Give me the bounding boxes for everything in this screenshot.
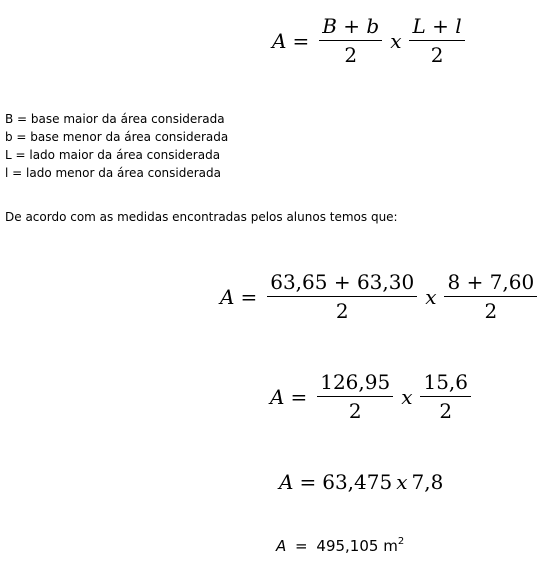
step1-fraction-bases-denominator: 2 (335, 299, 349, 324)
step2-fraction-bases (317, 368, 393, 425)
step1-fraction-sides (444, 268, 537, 325)
step2-fraction-bases-denominator: 2 (348, 399, 362, 424)
variable-definitions (5, 110, 228, 182)
step1-lhs: A (220, 284, 235, 309)
final-result (276, 536, 404, 555)
step2-fraction-bases-numerator: 126,95 (320, 370, 391, 394)
general-area-formula (272, 12, 469, 69)
result-equals: = (295, 537, 308, 555)
formula-fraction-bases-numerator: B + b (322, 14, 380, 38)
calculation-step-2 (270, 368, 475, 425)
step1-fraction-bases-numerator: 63,65 + 63,30 (270, 270, 415, 294)
intro-text: De acordo com as medidas encontradas pelos alunos temos que: (5, 210, 398, 224)
result-lhs: A (276, 537, 287, 555)
formula-fraction-sides-numerator: L + l (412, 14, 462, 38)
step1-times: x (425, 284, 437, 309)
result-exponent: 2 (397, 536, 405, 547)
step2-fraction-sides-denominator: 2 (439, 399, 453, 424)
step3-first-factor: 63,475 (322, 470, 393, 494)
formula-fraction-sides (409, 12, 464, 69)
definition-line: l = lado menor da área considerada (5, 166, 221, 180)
step1-fraction-bases (267, 268, 417, 325)
step2-fraction-sides-numerator: 15,6 (423, 370, 469, 394)
step1-fraction-sides-denominator: 2 (484, 299, 498, 324)
formula-equals: = (292, 28, 310, 53)
definition-line: B = base maior da área considerada (5, 112, 225, 126)
formula-lhs: A (272, 28, 287, 53)
formula-fraction-bases-denominator: 2 (344, 43, 358, 68)
result-value: 495,105 m (316, 537, 398, 555)
step2-equals: = (290, 384, 308, 409)
step1-equals: = (240, 284, 258, 309)
step1-fraction-sides-numerator: 8 + 7,60 (447, 270, 535, 294)
definition-line: b = base menor da área considerada (5, 130, 229, 144)
step3-equals: = (299, 470, 317, 494)
step3-times: x (396, 470, 408, 494)
calculation-step-3 (279, 470, 443, 494)
definition-line: L = lado maior da área considerada (5, 148, 221, 162)
formula-times: x (390, 28, 402, 53)
step3-lhs: A (279, 470, 294, 494)
formula-fraction-sides-denominator: 2 (430, 43, 444, 68)
step2-lhs: A (270, 384, 285, 409)
step2-fraction-sides (420, 368, 471, 425)
step3-second-factor: 7,8 (411, 470, 444, 494)
step2-times: x (401, 384, 413, 409)
formula-fraction-bases (319, 12, 382, 69)
calculation-step-1 (220, 268, 541, 325)
